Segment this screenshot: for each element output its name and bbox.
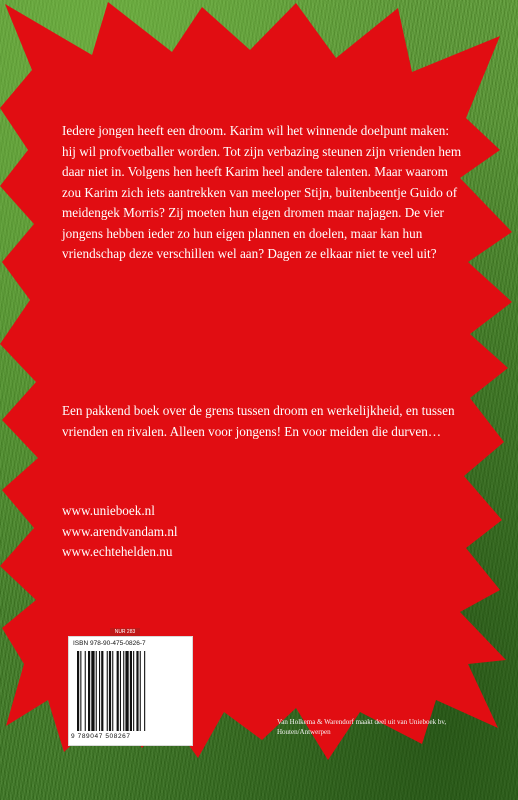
publisher-credit: Van Holkema & Warendorf maakt deel uit van Unieboek bv, Houten/Antwerpen [277,718,447,736]
website-link[interactable]: www.arendvandam.nl [62,523,178,539]
website-link[interactable]: www.echtehelden.nu [62,544,173,559]
barcode-number: 9 789047 508267 [71,733,131,740]
isbn-text: ISBN 978-90-475-0826-7 [73,640,146,647]
website-list [62,501,462,563]
nur-label: NUR 283 [110,628,140,636]
blurb-text: Iedere jongen heeft een droom. Karim wil het winnende doelpunt maken: hij wil profvoetballer worden. Tot zijn verbazing steunen zijn vrienden hem daar niet in. Volgens hen heeft Karim heel andere talenten. Maar waarom zou Karim zich iets aantrekken van meeloper Stijn, buitenbeentje Guido of meidengek Morris? Zij moeten hun eigen dromen maar najagen. De vier jongens hebben ieder zo hun eigen plannen en doelen, maar kan hun vriendschap deze verschillen wel aan? Dagen ze elkaar niet te veel uit? [62,123,462,261]
barcode-icon [77,651,185,731]
barcode-panel [68,636,193,746]
teaser-text: Een pakkend boek over de grens tussen droom en werkelijkheid, en tussen vrienden en rivalen. Alleen voor jongens! En voor meiden die durven… [62,403,455,439]
website-link[interactable]: www.unieboek.nl [62,503,155,518]
